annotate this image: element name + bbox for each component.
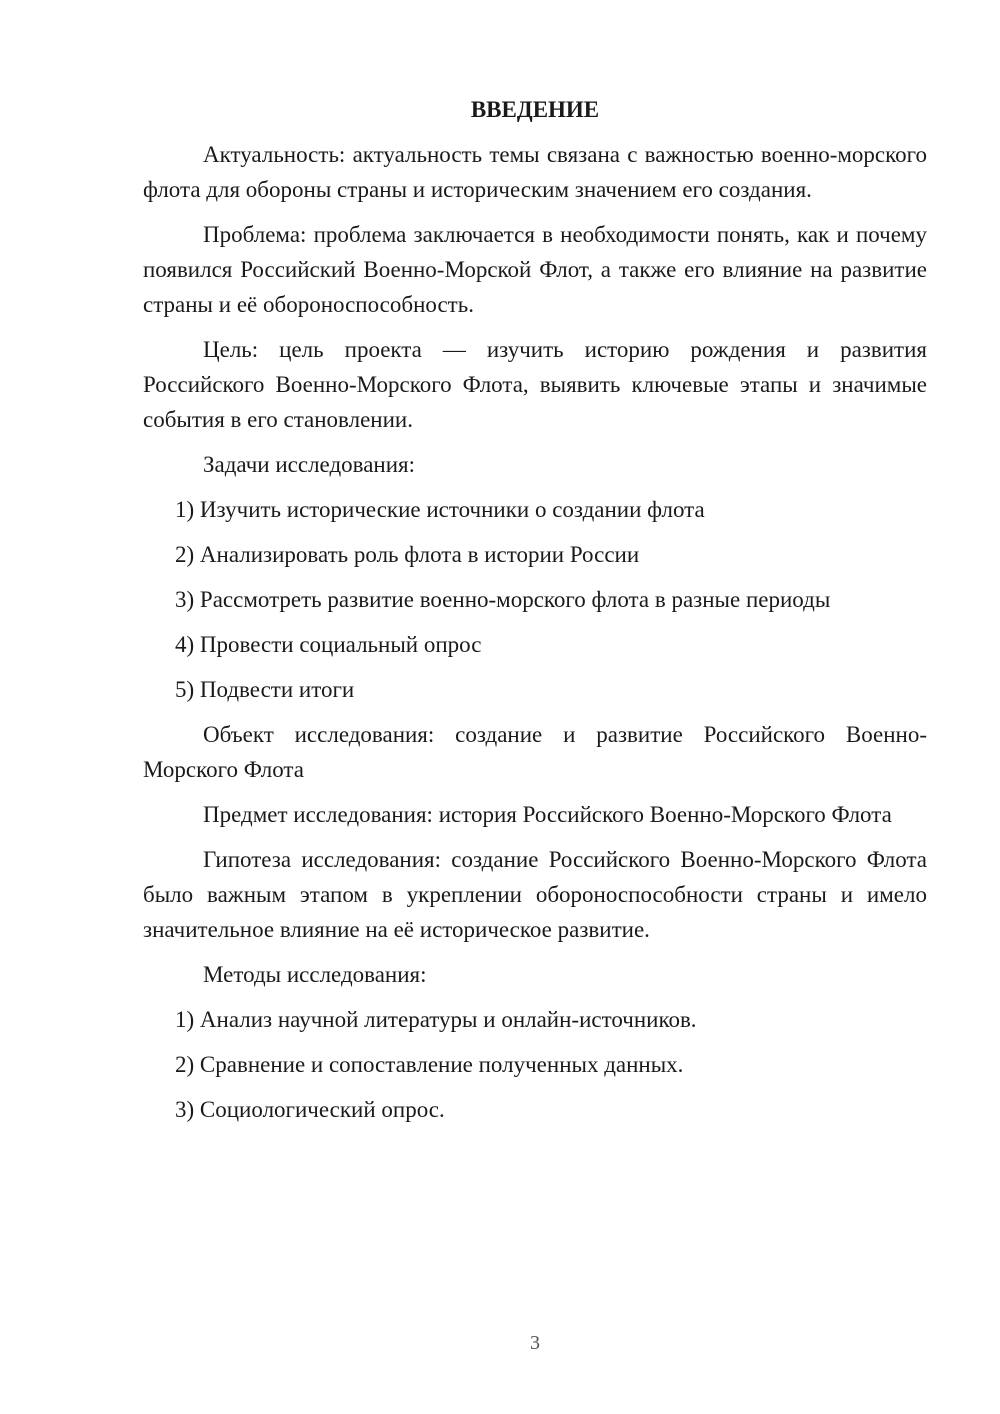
task-item: 3) Рассмотреть развитие военно-морского флота в разные периоды	[175, 587, 831, 612]
method-item: 1) Анализ научной литературы и онлайн-источников.	[175, 1007, 697, 1032]
problem-paragraph: Проблема: проблема заключается в необходимости понять, как и почему появился Российский Военно-Морской Флот, а также его влияние на развитие страны и её обороноспособность.	[143, 222, 927, 317]
task-item: 4) Провести социальный опрос	[175, 632, 482, 657]
task-item: 2) Анализировать роль флота в истории России	[175, 542, 640, 567]
hypothesis-paragraph: Гипотеза исследования: создание Российского Военно-Морского Флота было важным этапом в укреплении обороноспособности страны и имело значительное влияние на её историческое развитие.	[143, 847, 927, 942]
page-number: 3	[530, 1332, 540, 1354]
task-item: 1) Изучить исторические источники о создании флота	[175, 497, 705, 522]
subject-paragraph: Предмет исследования: история Российского Военно-Морского Флота	[203, 802, 892, 827]
tasks-title: Задачи исследования:	[203, 452, 416, 477]
goal-paragraph: Цель: цель проекта — изучить историю рождения и развития Российского Военно-Морского Флота, выявить ключевые этапы и значимые события в его становлении.	[143, 337, 927, 432]
method-item: 2) Сравнение и сопоставление полученных данных.	[175, 1052, 684, 1077]
method-item: 3) Социологический опрос.	[175, 1097, 445, 1122]
relevance-paragraph: Актуальность: актуальность темы связана с важностью военно-морского флота для обороны страны и историческим значением его создания.	[143, 142, 927, 202]
object-paragraph: Объект исследования: создание и развитие Российского Военно-Морского Флота	[143, 722, 927, 782]
methods-title: Методы исследования:	[203, 962, 427, 987]
task-item: 5) Подвести итоги	[175, 677, 355, 702]
section-heading: ВВЕДЕНИЕ	[470, 97, 600, 122]
document-body	[143, 92, 927, 1137]
